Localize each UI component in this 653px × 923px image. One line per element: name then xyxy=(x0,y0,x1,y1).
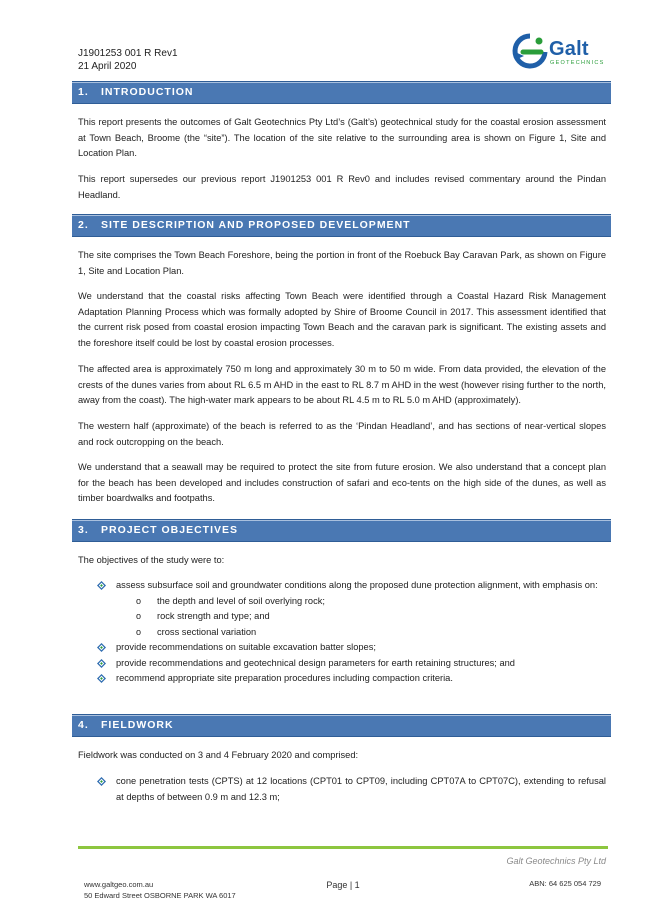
page-number: Page | 1 xyxy=(326,880,360,890)
section-title: INTRODUCTION xyxy=(101,86,194,98)
list-item-text: provide recommendations on suitable excavation batter slopes; xyxy=(116,642,376,652)
circle-bullet-icon: o xyxy=(136,595,142,606)
section-heading-project-objectives xyxy=(72,519,611,542)
section-heading-fieldwork xyxy=(72,714,611,737)
diamond-bullet-icon xyxy=(97,674,106,683)
circle-bullet-icon: o xyxy=(136,611,142,621)
paragraph: Fieldwork was conducted on 3 and 4 February 2020 and comprised: xyxy=(78,750,359,760)
logo-subtitle: GEOTECHNICS xyxy=(550,60,605,66)
paragraph: The objectives of the study were to: xyxy=(78,555,225,565)
document-header xyxy=(78,47,178,73)
list-item-text: assess subsurface soil and groundwater conditions along the proposed dune protection alignment, with emphasis on: xyxy=(116,580,598,590)
section-title: PROJECT OBJECTIVES xyxy=(101,524,239,536)
diamond-bullet-icon xyxy=(97,581,106,590)
footer-website-link[interactable]: www.galtgeo.com.au xyxy=(84,880,154,889)
paragraph: The western half (approximate) of the beach is referred to as the ‘Pindan Headland’, and has sections of near-vertical slopes and rock outcropping on the beach. xyxy=(78,421,606,447)
footer-abn: ABN: 64 625 054 729 xyxy=(529,879,601,888)
document-date: 21 April 2020 xyxy=(78,61,137,72)
logo-wordmark: Galt xyxy=(549,38,589,60)
list-item xyxy=(78,671,606,687)
list-item-text: recommend appropriate site preparation procedures including compaction criteria. xyxy=(116,673,453,683)
list-item xyxy=(78,774,606,805)
list-item xyxy=(78,640,606,656)
sub-list-item xyxy=(78,594,606,610)
paragraph: The site comprises the Town Beach Foreshore, being the portion in front of the Roebuck Bay Caravan Park, as shown on Figure 1, Site and Location Plan. xyxy=(78,250,606,276)
paragraph: This report presents the outcomes of Galt Geotechnics Pty Ltd’s (Galt’s) geotechnical study for the coastal erosion assessment at Town Beach, Broome (the “site”). The location of the site relative to the surrounding area is shown on Figure 1, Site and Location Plan. xyxy=(78,117,606,158)
paragraph: We understand that a seawall may be required to protect the site from future erosion. We also understand that a concept plan for the beach has been developed and includes construction of safari and eco-tents on the high side of the dunes, as well as timber boardwalks and footpaths. xyxy=(78,462,606,503)
section-number: 2. xyxy=(78,219,89,231)
section-number: 1. xyxy=(78,86,89,98)
company-logo xyxy=(511,30,611,74)
sub-list-item-text: cross sectional variation xyxy=(157,626,257,637)
section-number: 4. xyxy=(78,719,89,731)
diamond-bullet-icon xyxy=(97,659,106,668)
footer-company-name: Galt Geotechnics Pty Ltd xyxy=(506,856,606,866)
galt-logo-icon xyxy=(511,32,549,72)
section-title: FIELDWORK xyxy=(101,719,174,731)
footer-divider xyxy=(78,846,608,849)
footer-contact xyxy=(84,879,236,901)
list-item xyxy=(78,656,606,672)
circle-bullet-icon: o xyxy=(136,626,142,637)
section-title: SITE DESCRIPTION AND PROPOSED DEVELOPMENT xyxy=(101,219,411,231)
sub-list-item xyxy=(78,625,606,641)
footer-address: 50 Edward Street OSBORNE PARK WA 6017 xyxy=(84,891,236,900)
objectives-list xyxy=(78,578,606,687)
fieldwork-list xyxy=(78,774,606,805)
section-number: 3. xyxy=(78,524,89,536)
sub-list-item xyxy=(78,609,606,625)
sub-list-item-text: the depth and level of soil overlying rock; xyxy=(157,595,325,606)
document-reference: J1901253 001 R Rev1 xyxy=(78,48,178,59)
list-item-text: provide recommendations and geotechnical design parameters for earth retaining structures; and xyxy=(116,657,515,668)
paragraph: This report supersedes our previous report J1901253 001 R Rev0 and includes revised commentary around the Pindan Headland. xyxy=(78,174,606,200)
diamond-bullet-icon xyxy=(97,777,106,786)
list-item xyxy=(78,578,606,640)
paragraph: We understand that the coastal risks affecting Town Beach were identified through a Coastal Hazard Risk Management Adaptation Planning Process which was formally adopted by Shire of Broome Council in 2017. This assessment identified that the current risk posed from coastal erosion impacting Town Beach and the caravan park is significant. The existing assets and the foreshore itself could be lost by coastal erosion processes. xyxy=(78,291,606,348)
paragraph: The affected area is approximately 750 m long and approximately 30 m to 50 m wide. From data provided, the elevation of the crests of the dunes varies from about RL 6.5 m AHD in the east to RL 8.7 m AHD in the west (however rising further to the north, away from the coast). The high-water mark appears to be about RL 4.5 m to RL 5.0 m AHD (approximately). xyxy=(78,364,606,405)
list-item-text: cone penetration tests (CPTS) at 12 locations (CPT01 to CPT09, including CPT07A to CPT07C), extending to refusal at depths of between 0.9 m and 12.3 m; xyxy=(116,776,606,802)
section-heading-site-description xyxy=(72,214,611,237)
section-heading-introduction xyxy=(72,81,611,104)
sub-list-item-text: rock strength and type; and xyxy=(157,611,270,621)
diamond-bullet-icon xyxy=(97,643,106,652)
sub-list xyxy=(116,594,606,641)
